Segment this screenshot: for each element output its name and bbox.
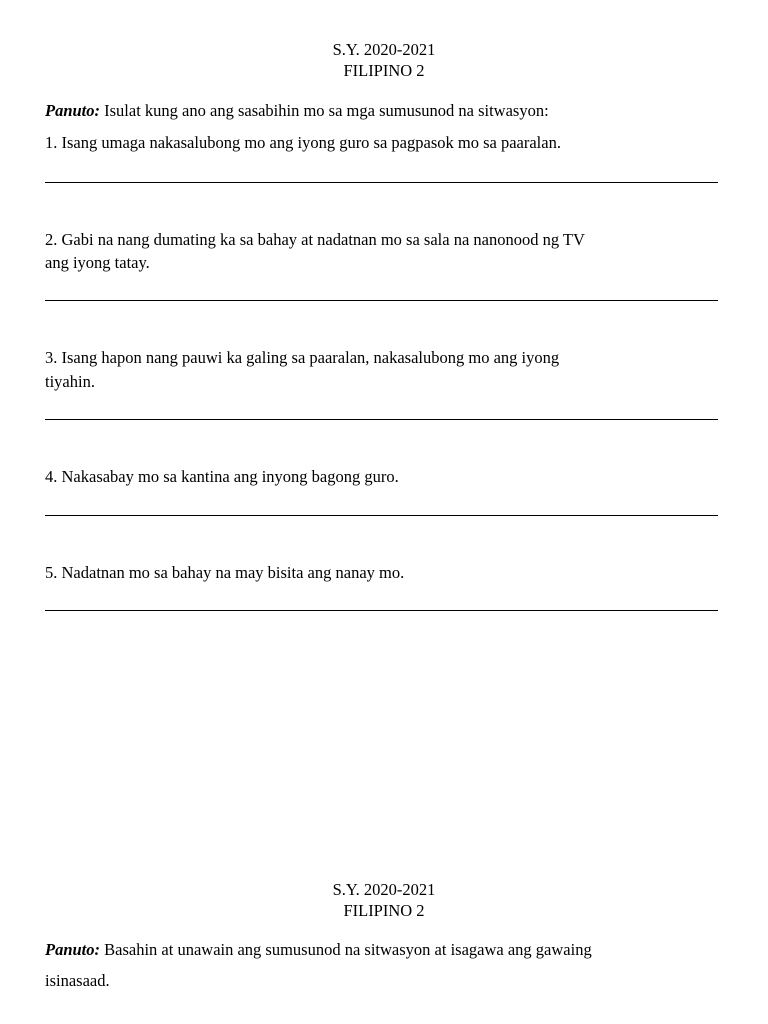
school-year-heading-2: S.Y. 2020-2021 bbox=[332, 880, 436, 899]
school-year-heading: S.Y. 2020-2021 bbox=[332, 40, 436, 59]
instruction-paragraph bbox=[45, 101, 725, 121]
item-5-answer-line bbox=[45, 610, 718, 611]
item-2-answer-line bbox=[45, 300, 718, 301]
item-4-text: 4. Nakasabay mo sa kantina ang inyong bagong guro. bbox=[45, 467, 399, 486]
item-3-text-line-1: 3. Isang hapon nang pauwi ka galing sa paaralan, nakasalubong mo ang iyong bbox=[45, 348, 560, 367]
item-2-text-line-2: ang iyong tatay. bbox=[45, 253, 150, 272]
item-3-answer-line bbox=[45, 419, 718, 420]
subject-heading-2: FILIPINO 2 bbox=[343, 901, 425, 920]
item-2-text-line-1: 2. Gabi na nang dumating ka sa bahay at nadatnan mo sa sala na nanonood ng TV bbox=[45, 230, 585, 249]
item-1-answer-line bbox=[45, 182, 718, 183]
item-5-text: 5. Nadatnan mo sa bahay na may bisita ang nanay mo. bbox=[45, 563, 405, 582]
item-3-text-line-2: tiyahin. bbox=[45, 372, 95, 391]
instruction-label: Panuto: bbox=[45, 101, 101, 120]
instruction-paragraph-2 bbox=[45, 940, 725, 960]
item-1-text: 1. Isang umaga nakasalubong mo ang iyong guro sa pagpasok mo sa paaralan. bbox=[45, 133, 561, 152]
item-4-answer-line bbox=[45, 515, 718, 516]
instruction-label-2: Panuto: bbox=[45, 940, 101, 959]
instruction-text: Isulat kung ano ang sasabihin mo sa mga sumusunod na sitwasyon: bbox=[100, 101, 549, 120]
instruction-text-2-line-1: Basahin at unawain ang sumusunod na sitwasyon at isagawa ang gawaing bbox=[100, 940, 592, 959]
instruction-text-2-line-2: isinasaad. bbox=[45, 971, 110, 990]
subject-heading: FILIPINO 2 bbox=[343, 61, 425, 80]
